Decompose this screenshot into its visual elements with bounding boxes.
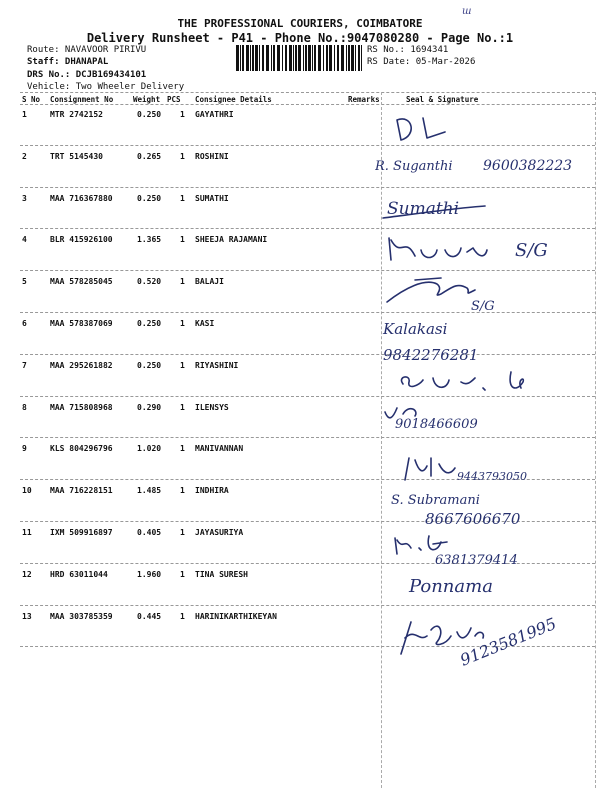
row-consignee-name: MANIVANNAN <box>195 444 244 454</box>
row-pcs: 1 <box>180 151 185 161</box>
corner-handwritten-mark: ш <box>462 6 472 17</box>
route-label: Route: NAVAVOOR PIRIVU <box>27 45 147 55</box>
row-sno: 2 <box>22 151 27 161</box>
col-header-weight: Weight <box>133 95 161 104</box>
row-consignment-no: KLS 804296796 <box>50 444 113 454</box>
signature-row-9 <box>375 448 597 488</box>
row-sno: 10 <box>22 486 32 496</box>
col-header-pcs: PCS <box>167 95 181 104</box>
row-pcs: 1 <box>180 402 185 412</box>
header-top-rule <box>20 92 595 93</box>
row-pcs: 1 <box>180 569 185 579</box>
signature-row-13 <box>375 602 597 672</box>
handwritten-name-r10: S. Subramani <box>391 493 480 508</box>
row-pcs: 1 <box>180 360 185 370</box>
row-sno: 13 <box>22 611 32 621</box>
row-consignment-no: MTR 2742152 <box>50 110 103 119</box>
row-weight: 0.520 <box>137 277 162 287</box>
row-pcs: 1 <box>180 486 185 496</box>
row-weight: 0.405 <box>137 528 162 537</box>
row-weight: 1.020 <box>137 444 162 454</box>
col-header-remarks: Remarks <box>348 95 380 104</box>
col-header-consignee: Consignee Details <box>195 95 272 104</box>
row-sno: 9 <box>22 444 27 454</box>
row-consignee-name: JAYASURIYA <box>195 528 244 537</box>
row-weight: 0.250 <box>137 193 162 203</box>
row-consignee-name: ILENSYS <box>195 402 229 412</box>
signature-row-2 <box>375 146 597 182</box>
vehicle-label: Vehicle: Two Wheeler Delivery <box>27 82 185 92</box>
signature-row-3 <box>375 188 597 224</box>
signature-row-5 <box>375 268 597 312</box>
row-consignment-no: MAA 716367880 <box>50 193 113 203</box>
row-consignment-no: MAA 578285045 <box>50 277 113 287</box>
row-consignment-no: MAA 715808968 <box>50 402 113 412</box>
handwritten-name-r2: R. Suganthi <box>375 159 453 174</box>
signature-row-10 <box>375 488 597 528</box>
row-weight: 0.290 <box>137 402 162 412</box>
runsheet-subtitle: Delivery Runsheet - P41 - Phone No.:9047080280 - Page No.:1 <box>86 31 514 45</box>
row-consignee-name: RIYASHINI <box>195 360 239 370</box>
handwritten-phone-r6: 9842276281 <box>383 346 479 364</box>
row-consignment-no: MAA 578387069 <box>50 319 113 328</box>
signature-row-6 <box>375 318 597 368</box>
handwritten-phone-r8: 9018466609 <box>395 417 478 432</box>
row-sno: 5 <box>22 277 27 287</box>
row-weight: 0.250 <box>137 319 162 328</box>
signature-row-7 <box>375 364 597 400</box>
signature-row-1 <box>375 108 597 148</box>
row-sno: 4 <box>22 235 27 245</box>
row-pcs: 1 <box>180 110 185 119</box>
col-header-signature: Seal & Signature <box>406 95 479 104</box>
handwritten-phone-r2: 9600382223 <box>483 158 573 174</box>
barcode <box>236 45 362 71</box>
row-consignment-no: BLR 415926100 <box>50 235 113 245</box>
rs-number: RS No.: 1694341 <box>367 45 449 55</box>
row-sno: 12 <box>22 569 32 579</box>
row-consignee-name: KASI <box>195 319 215 328</box>
row-weight: 0.250 <box>137 360 162 370</box>
row-weight: 0.445 <box>137 611 162 621</box>
row-consignee-name: ROSHINI <box>195 151 229 161</box>
handwritten-phone-r10: 8667606670 <box>425 510 521 528</box>
row-weight: 1.960 <box>137 569 162 579</box>
drs-number: DRS No.: DCJB169434101 <box>27 70 147 80</box>
handwritten-tail-r4: S/G <box>515 240 548 261</box>
row-pcs: 1 <box>180 235 185 245</box>
row-sno: 8 <box>22 402 27 412</box>
row-pcs: 1 <box>180 193 185 203</box>
row-consignee-name: GAYATHRI <box>195 110 234 119</box>
row-consignee-name: HARINIKARTHIKEYAN <box>195 611 277 621</box>
staff-label: Staff: DHANAPAL <box>27 57 109 67</box>
signature-row-4 <box>375 228 597 268</box>
row-sno: 1 <box>22 110 27 119</box>
row-consignment-no: IXM 509916897 <box>50 528 113 537</box>
row-sno: 11 <box>22 528 32 537</box>
row-consignee-name: BALAJI <box>195 277 224 287</box>
row-sno: 7 <box>22 360 27 370</box>
row-consignment-no: MAA 716228151 <box>50 486 113 496</box>
row-weight: 1.365 <box>137 235 162 245</box>
row-pcs: 1 <box>180 611 185 621</box>
row-consignee-name: INDHIRA <box>195 486 229 496</box>
row-pcs: 1 <box>180 528 185 537</box>
row-sno: 6 <box>22 319 27 328</box>
row-consignee-name: SHEEJA RAJAMANI <box>195 235 268 245</box>
handwritten-name-r6: Kalakasi <box>383 320 448 338</box>
row-pcs: 1 <box>180 444 185 454</box>
handwritten-tail-r5: S/G <box>471 299 495 312</box>
handwritten-name-r3: Sumathi <box>387 199 460 219</box>
row-consignment-no: TRT 5145430 <box>50 151 103 161</box>
handwritten-phone-r9: 9443793050 <box>457 470 527 483</box>
row-weight: 1.485 <box>137 486 162 496</box>
rs-date: RS Date: 05-Mar-2026 <box>367 57 476 67</box>
row-consignment-no: HRD 63011044 <box>50 569 108 579</box>
col-header-consignment: Consignment No <box>50 95 114 104</box>
row-sno: 3 <box>22 193 27 203</box>
row-weight: 0.250 <box>137 110 162 119</box>
col-header-sno: S No <box>22 95 41 104</box>
row-consignment-no: MAA 295261882 <box>50 360 113 370</box>
row-consignee-name: SUMATHI <box>195 193 229 203</box>
signature-row-11 <box>375 528 597 568</box>
row-consignee-name: TINA SURESH <box>195 569 248 579</box>
handwritten-phone-r11: 6381379414 <box>435 553 518 568</box>
handwritten-name-r12: Ponnama <box>409 576 493 597</box>
row-pcs: 1 <box>180 319 185 328</box>
row-consignment-no: MAA 303785359 <box>50 611 113 621</box>
signature-row-8 <box>375 400 597 434</box>
company-title: THE PROFESSIONAL COURIERS, COIMBATORE <box>177 17 423 30</box>
row-pcs: 1 <box>180 277 185 287</box>
handwritten-phone-r13: 9123581995 <box>457 613 559 670</box>
signature-row-12 <box>375 568 597 602</box>
row-weight: 0.265 <box>137 151 162 161</box>
